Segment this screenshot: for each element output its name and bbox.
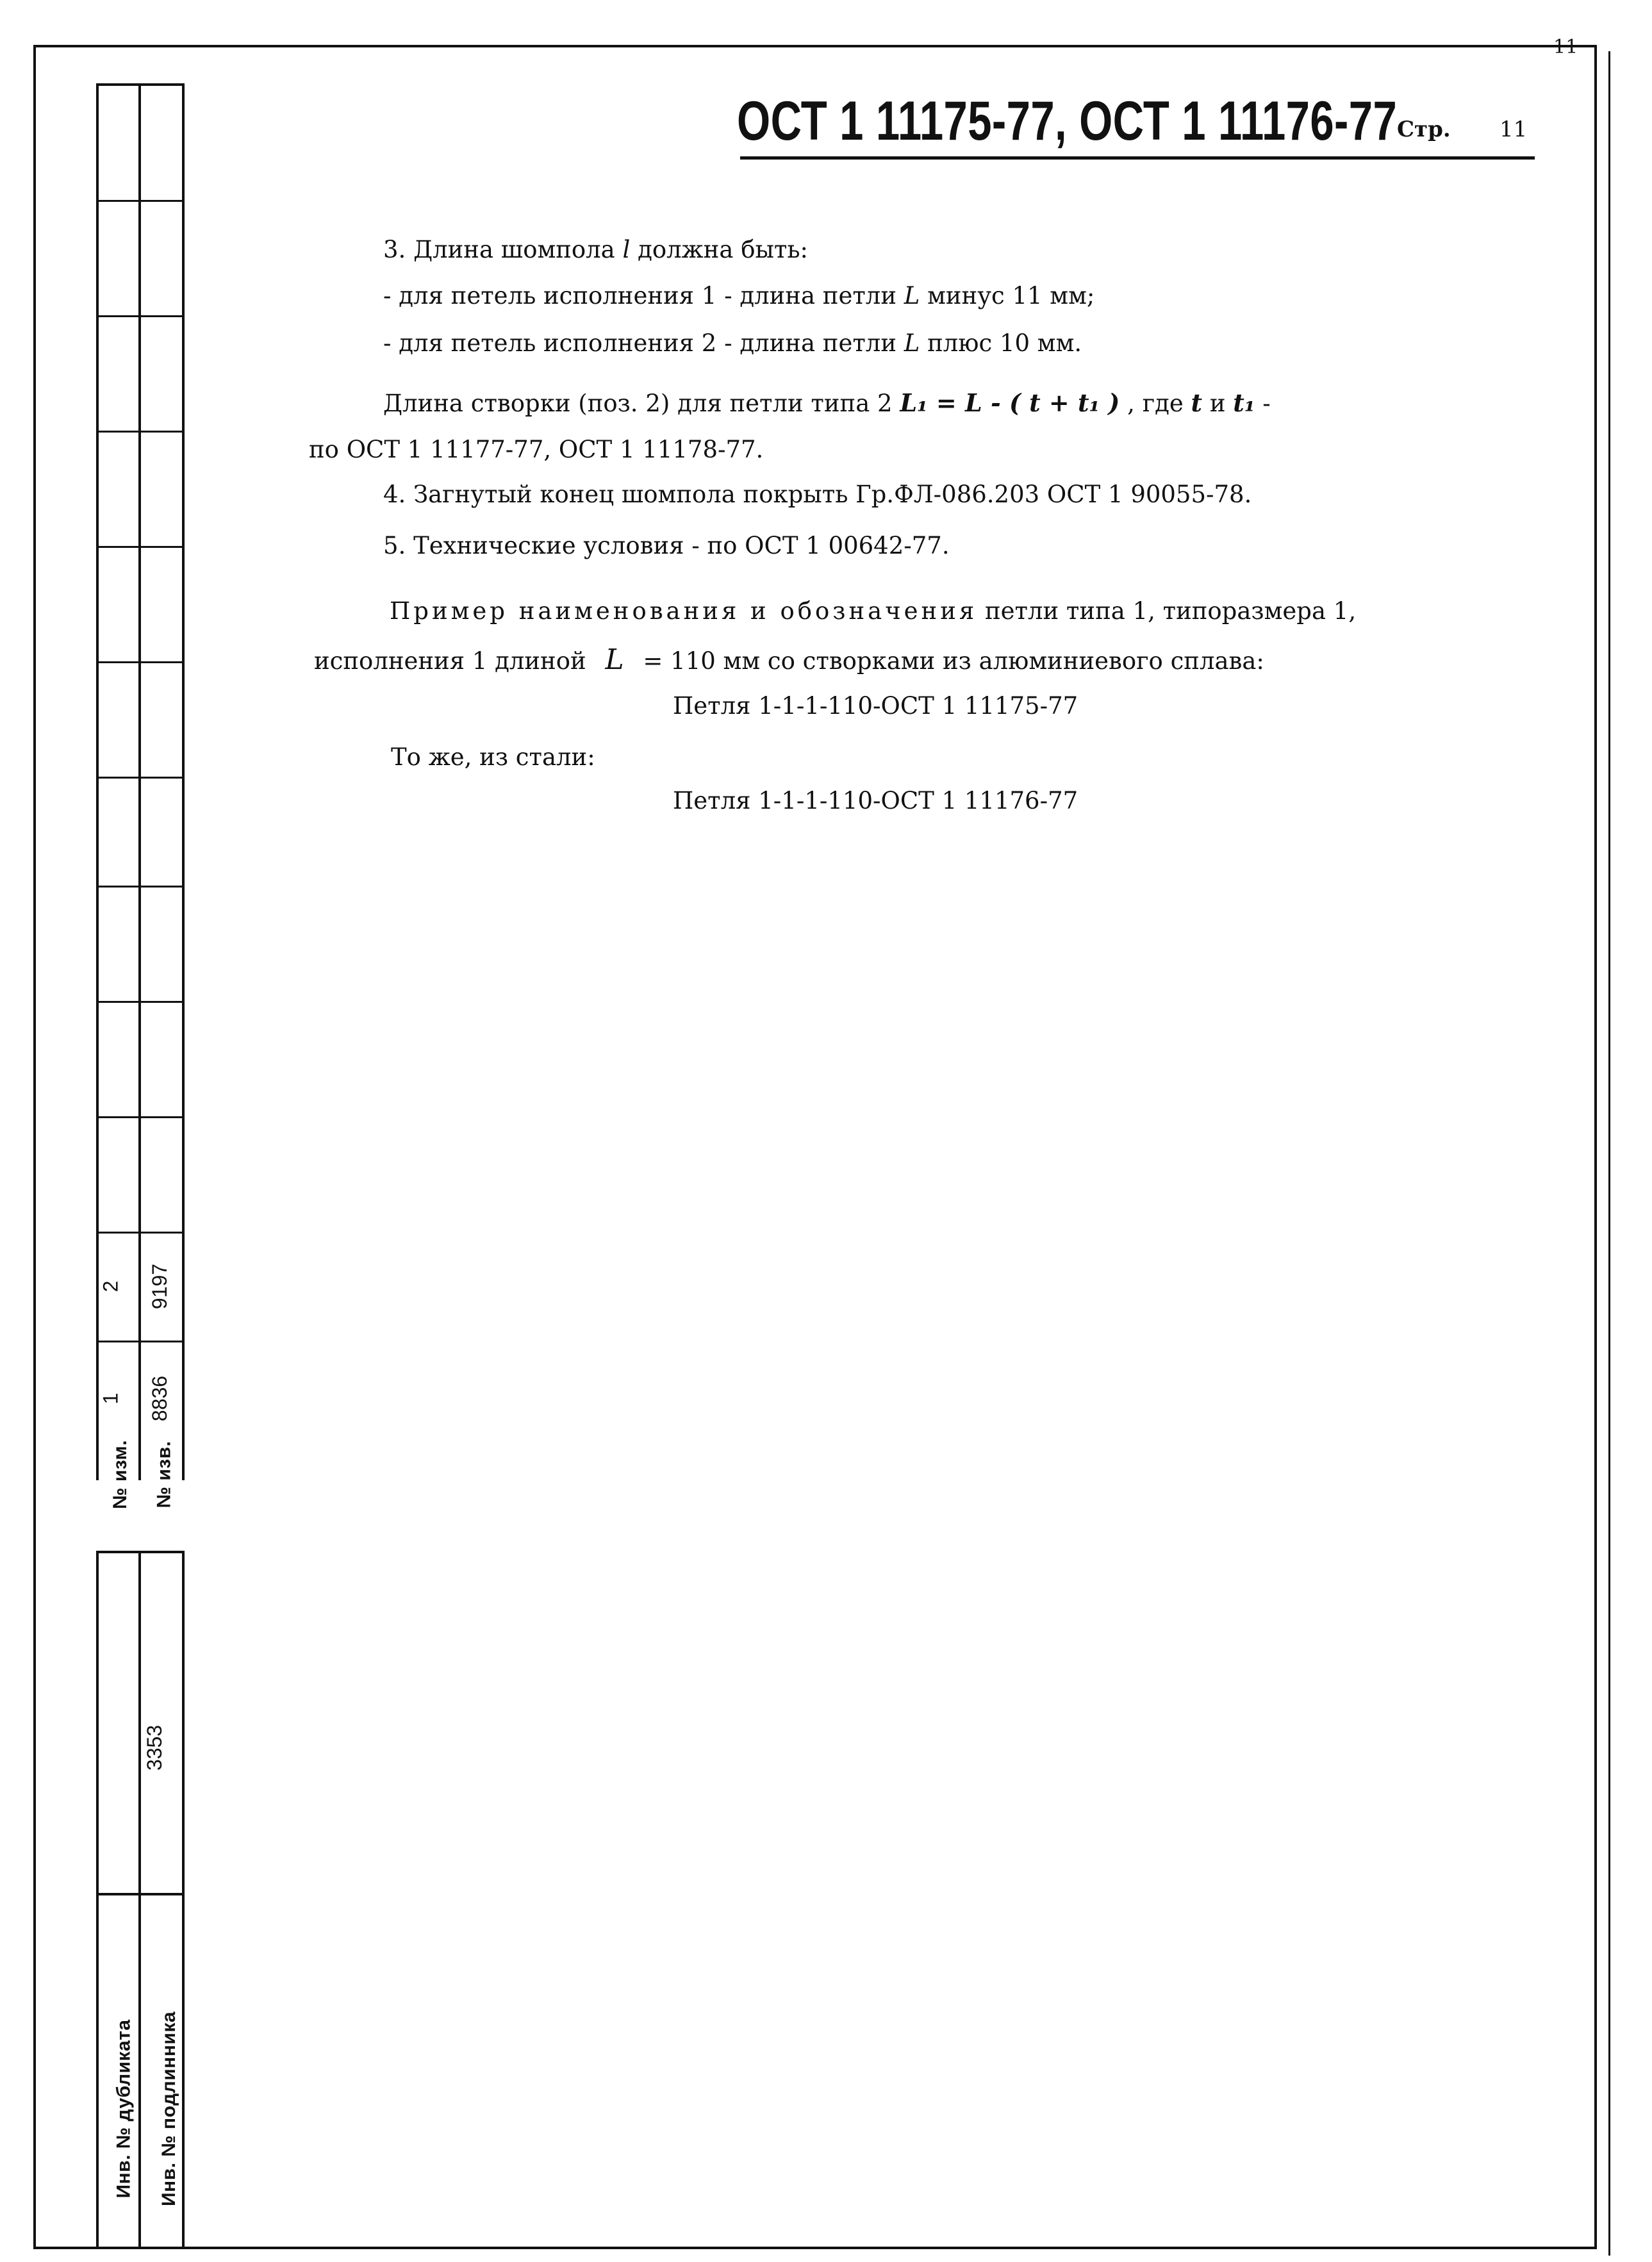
notice-number-label: № изв. bbox=[153, 1441, 175, 1508]
table-rule bbox=[99, 1116, 182, 1118]
symbol-t: t bbox=[1191, 388, 1203, 417]
symbol-L: L bbox=[904, 329, 920, 357]
table-rule bbox=[99, 200, 182, 202]
change-number-label: № изм. bbox=[109, 1440, 131, 1509]
page-number: 11 bbox=[1499, 117, 1528, 142]
flap-length-line bbox=[383, 388, 1271, 417]
paragraph-4: 4. Загнутый конец шомпола покрыть Гр.ФЛ-086.203 ОСТ 1 90055-78. bbox=[383, 481, 1252, 508]
text: , где bbox=[1127, 390, 1184, 417]
duplicate-inventory-label: Инв. № дубликата bbox=[113, 2019, 135, 2199]
text: 3. Длина шомпола bbox=[383, 236, 615, 263]
paragraph-3 bbox=[383, 236, 808, 263]
paragraph-5: 5. Технические условия - по ОСТ 1 00642-77. bbox=[383, 532, 950, 559]
table-rule bbox=[99, 886, 182, 887]
original-inventory-label: Инв. № подлинника bbox=[158, 2011, 180, 2207]
example-continuation bbox=[314, 643, 1264, 676]
text: исполнения 1 длиной bbox=[314, 647, 586, 675]
text: и bbox=[1209, 390, 1226, 417]
page-label: Стр. bbox=[1397, 117, 1451, 142]
table-rule bbox=[99, 1341, 182, 1342]
flap-length-reference: по ОСТ 1 11177-77, ОСТ 1 11178-77. bbox=[309, 436, 764, 463]
revision-2-doc: 9197 bbox=[148, 1263, 172, 1310]
text: - для петель исполнения 1 - длина петли bbox=[383, 282, 896, 310]
example-designation-1: Петля 1-1-1-110-ОСТ 1 11175-77 bbox=[673, 692, 1078, 720]
item-execution-1 bbox=[383, 282, 1094, 310]
table-rule bbox=[99, 661, 182, 663]
symbol-l: l bbox=[622, 236, 631, 263]
text: Длина створки (поз. 2) для петли типа 2 bbox=[383, 390, 893, 417]
document-header bbox=[737, 90, 1583, 153]
text: = 110 мм со створками из алюминиевого сплава: bbox=[643, 647, 1264, 675]
page-frame bbox=[33, 45, 1597, 2249]
revision-table bbox=[96, 83, 185, 1509]
text: - bbox=[1262, 390, 1271, 417]
table-rule bbox=[99, 315, 182, 317]
symbol-L: L bbox=[605, 643, 624, 676]
text: - для петель исполнения 2 - длина петли bbox=[383, 329, 896, 357]
text: минус 11 мм; bbox=[927, 282, 1095, 310]
revision-1-number: 1 bbox=[99, 1392, 122, 1405]
corner-page-number: 11 bbox=[1553, 36, 1578, 58]
table-rule bbox=[99, 1893, 182, 1895]
table-rule bbox=[99, 1232, 182, 1234]
table-rule bbox=[99, 777, 182, 779]
symbol-L: L bbox=[904, 282, 920, 310]
text: петли типа 1, типоразмера 1, bbox=[984, 597, 1357, 625]
original-inventory-number: 3353 bbox=[143, 1724, 167, 1771]
steel-variant-label: То же, из стали: bbox=[391, 743, 595, 771]
text: должна быть: bbox=[638, 236, 809, 263]
table-rule bbox=[99, 1001, 182, 1003]
text: плюс 10 мм. bbox=[927, 329, 1082, 357]
symbol-t1: t₁ bbox=[1233, 388, 1255, 417]
item-execution-2 bbox=[383, 329, 1082, 357]
revision-2-number: 2 bbox=[99, 1280, 122, 1292]
flap-length-formula: L₁ = L - ( t + t₁ ) bbox=[900, 388, 1120, 417]
spaced-text: Пример наименования и обозначения bbox=[390, 597, 978, 625]
example-designation-2: Петля 1-1-1-110-ОСТ 1 11176-77 bbox=[673, 787, 1078, 814]
table-rule bbox=[99, 431, 182, 433]
inventory-table bbox=[96, 1551, 185, 2249]
table-rule bbox=[99, 546, 182, 548]
header-underline bbox=[740, 156, 1535, 160]
revision-table-divider bbox=[138, 86, 141, 1480]
inventory-table-divider bbox=[138, 1553, 141, 2249]
example-intro bbox=[390, 597, 1356, 625]
standard-title: ОСТ 1 11175-77, ОСТ 1 11176-77 bbox=[737, 90, 1398, 152]
frame-right-line bbox=[1608, 51, 1610, 2256]
revision-1-doc: 8836 bbox=[148, 1375, 172, 1422]
